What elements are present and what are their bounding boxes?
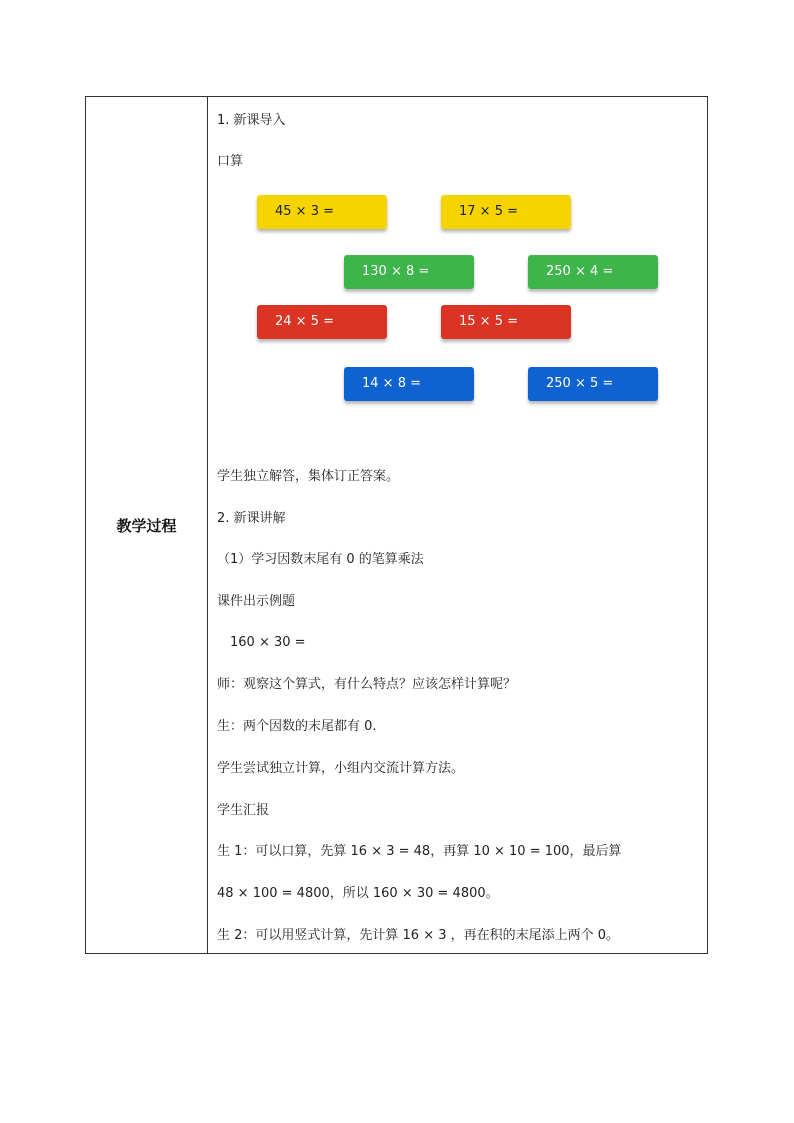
example-equation: 160 × 30 = <box>230 635 306 650</box>
calc-card-2: 17 × 5 = <box>441 195 571 229</box>
text-line-10: 生 1：可以口算，先算 16 × 3 = 48，再算 10 × 10 = 100，最后算 <box>217 844 622 859</box>
section1-title: 1. 新课导入 <box>217 113 286 128</box>
calc-card-8: 250 × 5 = <box>528 367 658 401</box>
calc-card-6: 15 × 5 = <box>441 305 571 339</box>
lesson-table <box>85 96 708 954</box>
calc-card-3: 130 × 8 = <box>344 255 474 289</box>
left-column-label: 教学过程 <box>116 517 177 535</box>
text-line-12: 生 2：可以用竖式计算，先计算 16 × 3 ，再在积的末尾添上两个 0。 <box>217 928 620 943</box>
calc-card-5: 24 × 5 = <box>257 305 387 339</box>
calc-card-1: 45 × 3 = <box>257 195 387 229</box>
text-line-1: 学生独立解答，集体订正答案。 <box>217 469 400 484</box>
oral-calc-label: 口算 <box>217 154 244 169</box>
text-line-3: （1）学习因数末尾有 0 的笔算乘法 <box>217 552 424 567</box>
calc-card-7: 14 × 8 = <box>344 367 474 401</box>
calc-card-4: 250 × 4 = <box>528 255 658 289</box>
text-line-11: 48 × 100 = 4800，所以 160 × 30 = 4800。 <box>217 886 499 901</box>
text-line-6: 师：观察这个算式，有什么特点？应该怎样计算呢？ <box>217 677 517 692</box>
section2-title: 2. 新课讲解 <box>217 511 286 526</box>
text-line-8: 学生尝试独立计算，小组内交流计算方法。 <box>217 761 465 776</box>
text-line-7: 生：两个因数的末尾都有 0. <box>217 719 377 734</box>
text-line-4: 课件出示例题 <box>217 594 296 609</box>
column-divider <box>207 97 208 953</box>
text-line-9: 学生汇报 <box>217 803 270 818</box>
